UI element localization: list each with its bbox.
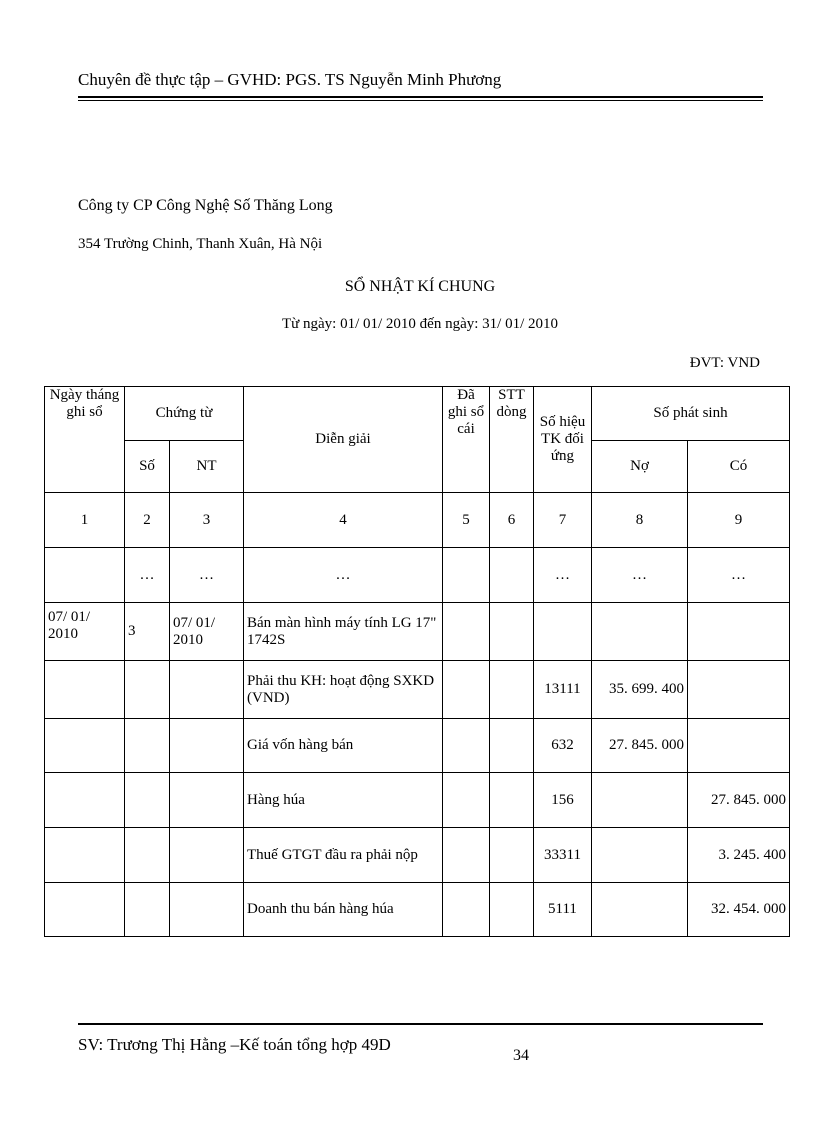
row-account: 13111 bbox=[534, 661, 592, 719]
column-number: 2 bbox=[125, 493, 170, 548]
footer-rule bbox=[78, 1023, 763, 1025]
row-account: 632 bbox=[534, 719, 592, 773]
ellipsis-row bbox=[45, 548, 790, 603]
column-number: 1 bbox=[45, 493, 125, 548]
row-debit bbox=[592, 773, 688, 828]
row-credit bbox=[688, 719, 790, 773]
row-posted bbox=[443, 773, 490, 828]
row-account: 33311 bbox=[534, 828, 592, 883]
table-row bbox=[45, 828, 790, 883]
ellipsis-cell bbox=[490, 548, 534, 603]
page-number: 34 bbox=[513, 1047, 529, 1064]
row-line-no bbox=[490, 661, 534, 719]
row-description: Thuế GTGT đầu ra phải nộp bbox=[244, 828, 443, 883]
row-voucher-date bbox=[170, 828, 244, 883]
row-voucher-no bbox=[125, 883, 170, 937]
column-number: 5 bbox=[443, 493, 490, 548]
column-number: 7 bbox=[534, 493, 592, 548]
column-number-row bbox=[45, 493, 790, 548]
row-account: 5111 bbox=[534, 883, 592, 937]
ellipsis-cell: … bbox=[125, 548, 170, 603]
row-voucher-no bbox=[125, 719, 170, 773]
journal-table bbox=[44, 386, 790, 937]
column-number: 6 bbox=[490, 493, 534, 548]
row-voucher-no bbox=[125, 661, 170, 719]
column-number: 8 bbox=[592, 493, 688, 548]
row-debit bbox=[592, 828, 688, 883]
company-address: 354 Trường Chinh, Thanh Xuân, Hà Nội bbox=[78, 236, 323, 252]
header-rule-thin bbox=[78, 100, 763, 101]
ellipsis-cell bbox=[45, 548, 125, 603]
row-debit: 27. 845. 000 bbox=[592, 719, 688, 773]
row-posted bbox=[443, 719, 490, 773]
document-title: SỔ NHẬT KÍ CHUNG bbox=[344, 278, 496, 295]
row-voucher-date bbox=[170, 719, 244, 773]
row-posted bbox=[443, 661, 490, 719]
column-number: 3 bbox=[170, 493, 244, 548]
row-line-no bbox=[490, 883, 534, 937]
company-name: Công ty CP Công Nghệ Số Thăng Long bbox=[78, 197, 333, 214]
row-date bbox=[45, 719, 125, 773]
ellipsis-cell: … bbox=[244, 548, 443, 603]
row-debit bbox=[592, 883, 688, 937]
row-line-no bbox=[490, 603, 534, 661]
row-description: Giá vốn hàng bán bbox=[244, 719, 443, 773]
row-account bbox=[534, 603, 592, 661]
ellipsis-cell: … bbox=[170, 548, 244, 603]
row-debit: 35. 699. 400 bbox=[592, 661, 688, 719]
header-rule bbox=[78, 96, 763, 98]
page-footer: SV: Trương Thị Hằng –Kế toán tổng hợp 49D bbox=[78, 1035, 391, 1054]
row-description: Phải thu KH: hoạt động SXKD (VND) bbox=[244, 661, 443, 719]
row-credit: 3. 245. 400 bbox=[688, 828, 790, 883]
header-amount: Số phát sinh bbox=[592, 387, 790, 441]
row-date: 07/ 01/ 2010 bbox=[45, 603, 125, 661]
row-description: Bán màn hình máy tính LG 17" 1742S bbox=[244, 603, 443, 661]
currency-unit: ĐVT: VND bbox=[689, 355, 760, 371]
row-credit: 27. 845. 000 bbox=[688, 773, 790, 828]
row-posted bbox=[443, 883, 490, 937]
header-voucher-date: NT bbox=[170, 441, 244, 493]
row-date bbox=[45, 883, 125, 937]
table-row bbox=[45, 661, 790, 719]
header-debit: Nợ bbox=[592, 441, 688, 493]
header-account: Số hiệu TK đối ứng bbox=[534, 387, 592, 493]
row-debit bbox=[592, 603, 688, 661]
row-credit bbox=[688, 603, 790, 661]
row-posted bbox=[443, 828, 490, 883]
row-voucher-no bbox=[125, 828, 170, 883]
row-line-no bbox=[490, 773, 534, 828]
row-description: Hàng húa bbox=[244, 773, 443, 828]
row-date bbox=[45, 828, 125, 883]
row-credit: 32. 454. 000 bbox=[688, 883, 790, 937]
row-date bbox=[45, 661, 125, 719]
header-voucher: Chứng từ bbox=[125, 387, 244, 441]
table-row bbox=[45, 719, 790, 773]
row-line-no bbox=[490, 828, 534, 883]
row-voucher-no: 3 bbox=[125, 603, 170, 661]
row-voucher-date bbox=[170, 661, 244, 719]
ellipsis-cell: … bbox=[534, 548, 592, 603]
page-header: Chuyên đề thực tập – GVHD: PGS. TS Nguyễn Minh Phương bbox=[78, 70, 502, 89]
ellipsis-cell bbox=[443, 548, 490, 603]
header-line-no: STT dòng bbox=[490, 387, 534, 493]
row-posted bbox=[443, 603, 490, 661]
table-row bbox=[45, 603, 790, 661]
row-voucher-no bbox=[125, 773, 170, 828]
row-voucher-date bbox=[170, 883, 244, 937]
date-range: Từ ngày: 01/ 01/ 2010 đến ngày: 31/ 01/ 2010 bbox=[281, 316, 559, 332]
table-row bbox=[45, 773, 790, 828]
column-number: 9 bbox=[688, 493, 790, 548]
column-number: 4 bbox=[244, 493, 443, 548]
row-credit bbox=[688, 661, 790, 719]
header-description: Diễn giải bbox=[244, 387, 443, 493]
header-credit: Có bbox=[688, 441, 790, 493]
row-line-no bbox=[490, 719, 534, 773]
row-voucher-date: 07/ 01/ 2010 bbox=[170, 603, 244, 661]
row-date bbox=[45, 773, 125, 828]
ellipsis-cell: … bbox=[592, 548, 688, 603]
header-posted: Đã ghi sổ cái bbox=[443, 387, 490, 493]
row-voucher-date bbox=[170, 773, 244, 828]
header-voucher-no: Số bbox=[125, 441, 170, 493]
ellipsis-cell: … bbox=[688, 548, 790, 603]
row-account: 156 bbox=[534, 773, 592, 828]
row-description: Doanh thu bán hàng húa bbox=[244, 883, 443, 937]
table-row bbox=[45, 883, 790, 937]
header-date: Ngày tháng ghi sổ bbox=[45, 387, 125, 493]
